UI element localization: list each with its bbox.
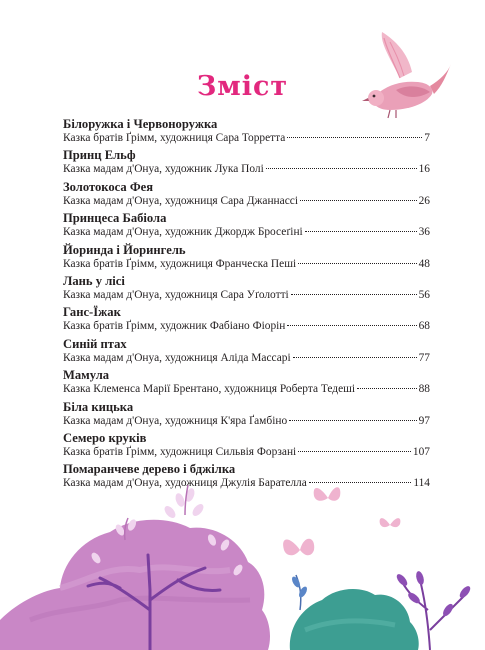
entry-subtitle-line [63,414,430,428]
dot-leader [300,200,417,201]
dot-leader [293,357,417,358]
toc-entry[interactable] [63,337,430,368]
entry-subtitle-line [63,257,430,271]
page-title: Зміст [196,71,289,102]
entry-title: Помаранчеве дерево і бджілка [63,462,236,477]
dot-leader [289,420,416,421]
toc-entry[interactable] [63,117,430,148]
page-number: 107 [412,445,430,458]
entry-subtitle: Казка мадам д'Онуа, художниця Джулія Барателла [63,477,307,490]
entry-title: Лань у лісі [63,273,125,288]
entry-subtitle: Казка братів Ґрімм, художниця Сара Торретта [63,132,286,144]
toc-entry[interactable] [63,305,430,336]
entry-title: Білоружка і Червоноружка [63,117,218,131]
dot-leader [287,137,422,138]
garden-illustration [0,470,485,650]
dot-leader [291,294,417,295]
page-number: 68 [418,320,430,333]
dot-leader [298,263,416,264]
toc-entry[interactable] [63,400,430,431]
page-number: 88 [418,383,430,396]
toc-entry[interactable] [63,211,430,242]
entry-subtitle-line [63,225,430,239]
entry-subtitle-line [63,445,430,459]
entry-subtitle: Казка братів Ґрімм, художниця Франческа Пеші [63,257,297,270]
page-number: 97 [418,414,430,427]
entry-title: Принцеса Бабіола [63,211,167,226]
dot-leader [266,168,417,169]
table-of-contents [63,117,430,494]
entry-title: Біла кицька [63,399,134,414]
entry-subtitle-line [63,319,430,333]
entry-subtitle: Казка мадам д'Онуа, художник Джордж Бросеґіні [63,226,303,239]
toc-entry[interactable] [63,368,430,399]
entry-title: Принц Ельф [63,148,136,163]
entry-title: Золотокоса Фея [63,179,154,194]
page-number: 26 [418,194,430,207]
entry-subtitle: Казка братів Ґрімм, художниця Сильвія Форзані [63,445,297,458]
entry-title: Синій птах [63,336,127,351]
page-number: 16 [418,163,430,176]
entry-subtitle: Казка Клеменса Марії Брентано, художниця Роберта Тедеші [63,383,356,396]
toc-entry[interactable] [63,148,430,179]
entry-subtitle: Казка мадам д'Онуа, художниця К'яра Ґамбіно [63,414,288,427]
entry-title: Семеро круків [63,430,147,445]
entry-title: Мамула [63,368,110,383]
dot-leader [287,325,416,326]
page-number: 48 [418,257,430,270]
entry-subtitle-line [63,288,430,302]
dot-leader [298,451,411,452]
page-number: 77 [418,351,430,364]
toc-entry[interactable] [63,274,430,305]
toc-entry[interactable] [63,180,430,211]
dot-leader [305,231,417,232]
page-number: 36 [418,226,430,239]
page-number: 7 [424,132,430,144]
entry-subtitle: Казка братів Ґрімм, художник Фабіано Фіорін [63,320,286,333]
entry-subtitle: Казка мадам д'Онуа, художниця Аліда Массарі [63,351,291,364]
dot-leader [357,388,417,389]
entry-subtitle-line [63,131,430,145]
entry-subtitle-line [63,382,430,396]
entry-subtitle: Казка мадам д'Онуа, художниця Сара Джаннассі [63,194,298,207]
entry-subtitle-line [63,351,430,365]
page-number: 56 [418,288,430,301]
entry-title: Йоринда і Йорингель [63,242,186,257]
toc-entry[interactable] [63,243,430,274]
entry-subtitle-line [63,162,430,176]
entry-title: Ганс-Їжак [63,305,121,320]
entry-subtitle-line [63,194,430,208]
toc-entry[interactable] [63,431,430,462]
entry-subtitle: Казка мадам д'Онуа, художник Лука Полі [63,163,264,176]
page-number: 114 [413,477,430,490]
entry-subtitle: Казка мадам д'Онуа, художниця Сара Уґолотті [63,288,289,301]
